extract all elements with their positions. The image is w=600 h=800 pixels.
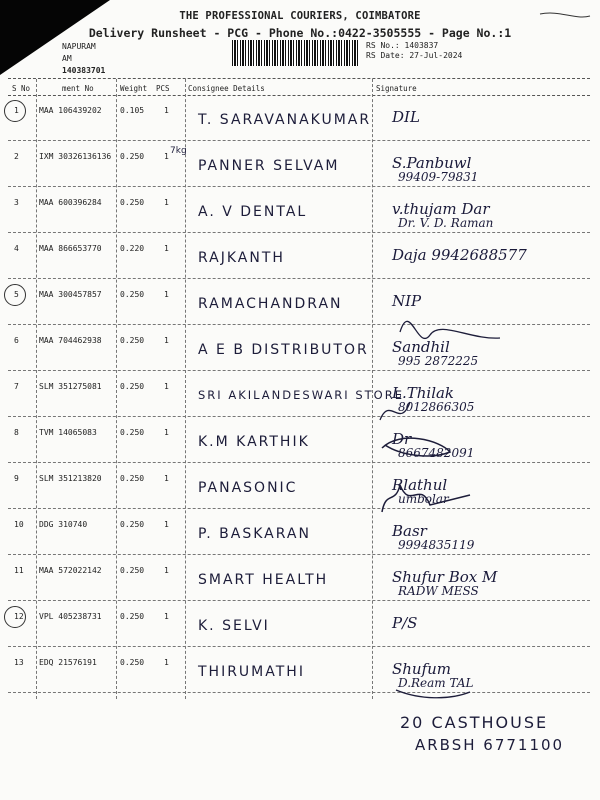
row-note: 7kg [170,146,187,156]
col-header-sno: S No [12,84,31,93]
company-name: THE PROFESSIONAL COURIERS, COIMBATORE [179,10,421,22]
row-sno: 13 [14,658,24,667]
row-awb: TVM 14065083 [39,428,97,437]
handwritten-note-1: 20 CASTHOUSE [400,713,549,732]
row-signature: DIL [392,108,420,126]
row-weight: 0.250 [120,566,145,575]
row-awb: DDG 310740 [39,520,88,529]
row-awb: MAA 572022142 [39,566,102,575]
row-weight: 0.250 [120,612,145,621]
row-sno: 2 [14,152,19,161]
row-consignee: THIRUMATHI [198,664,305,680]
row-weight: 0.105 [120,106,145,115]
row-awb: VPL 405238731 [39,612,102,621]
row-signature-extra: 995 2872225 [398,354,479,368]
row-sno: 1 [14,106,19,115]
row-signature: Dr [392,430,412,448]
col-header-signature: Signature [376,84,417,93]
row-sno: 10 [14,520,24,529]
row-signature-extra: umbolar [398,492,449,506]
row-consignee: T. SARAVANAKUMAR [198,112,372,128]
row-pcs: 1 [164,290,169,299]
rs-date: RS Date: 27-Jul-2024 [366,51,463,60]
row-pcs: 1 [164,382,169,391]
row-consignee: RAMACHANDRAN [198,296,343,312]
row-signature-extra: D.Ream TAL [398,676,474,690]
row-consignee: SRI AKILANDESWARI STORE [198,388,404,402]
branch-line-1: NAPURAM [62,42,96,51]
row-pcs: 1 [164,566,169,575]
row-pcs: 1 [164,428,169,437]
row-consignee: K.M KARTHIK [198,434,310,450]
row-weight: 0.250 [120,428,145,437]
row-consignee: RAJKANTH [198,250,285,266]
branch-line-2: AM [62,54,72,63]
row-signature-extra: RADW MESS [398,584,479,598]
row-signature-extra: Dr. V. D. Raman [398,216,494,230]
row-weight: 0.250 [120,520,145,529]
row-weight: 0.250 [120,658,145,667]
row-sno: 3 [14,198,19,207]
col-header-consignment: ment No [62,84,94,93]
row-consignee: A E B DISTRIBUTOR [198,342,369,358]
row-consignee: P. BASKARAN [198,526,311,542]
row-awb: MAA 704462938 [39,336,102,345]
row-awb: SLM 351275081 [39,382,102,391]
row-sno: 9 [14,474,19,483]
row-signature-extra: 8012866305 [398,400,475,414]
row-signature: L.Thilak [392,384,455,402]
row-signature: Sandhil [392,338,450,356]
row-weight: 0.250 [120,382,145,391]
col-header-pcs: PCS [156,84,170,93]
row-weight: 0.250 [120,336,145,345]
row-signature: Shufum [392,660,452,678]
row-signature-extra: 99409-79831 [398,170,479,184]
row-pcs: 1 [164,106,169,115]
row-consignee: SMART HEALTH [198,572,329,588]
row-awb: MAA 600396284 [39,198,102,207]
account-number: 140383701 [62,66,106,75]
row-sno: 6 [14,336,19,345]
row-consignee: K. SELVI [198,618,270,634]
row-pcs: 1 [164,198,169,207]
row-pcs: 1 [164,658,169,667]
row-sno: 12 [14,612,24,621]
runsheet-title: Delivery Runsheet - PCG - Phone No.:0422-3505555 - Page No.:1 [88,26,512,40]
row-sno: 7 [14,382,19,391]
col-header-consignee: Consignee Details [188,84,265,93]
row-signature: Basr [392,522,427,540]
row-awb: MAA 300457857 [39,290,102,299]
row-signature: Shufur Box M [392,568,498,586]
row-consignee: PANNER SELVAM [198,158,340,174]
row-weight: 0.220 [120,244,145,253]
row-pcs: 1 [164,244,169,253]
row-sno: 5 [14,290,19,299]
row-weight: 0.250 [120,198,145,207]
col-header-weight: Weight [120,84,148,93]
row-sno: 4 [14,244,19,253]
handwritten-note-2: ARBSH 6771100 [415,736,565,754]
row-pcs: 1 [164,336,169,345]
row-weight: 0.250 [120,152,145,161]
row-signature: Daja 9942688577 [392,246,527,264]
row-weight: 0.250 [120,474,145,483]
row-signature: Rlathul [392,476,448,494]
row-signature: v.thujam Dar [392,200,490,218]
row-weight: 0.250 [120,290,145,299]
row-signature: NIP [392,292,422,310]
row-signature: S.Panbuwl [392,154,472,172]
row-awb: MAA 106439202 [39,106,102,115]
row-signature-extra: 9994835119 [398,538,475,552]
row-signature-extra: 8667482091 [398,446,475,460]
row-pcs: 1 [164,152,169,161]
row-awb: IXM 30326136136 [39,152,112,161]
row-signature: P/S [392,614,418,632]
row-sno: 11 [14,566,24,575]
row-awb: SLM 351213820 [39,474,102,483]
row-consignee: PANASONIC [198,480,298,496]
row-consignee: A. V DENTAL [198,204,308,220]
row-awb: EDQ 21576191 [39,658,97,667]
row-pcs: 1 [164,520,169,529]
rs-number: RS No.: 1403837 [366,41,439,50]
row-pcs: 1 [164,612,169,621]
row-awb: MAA 866653770 [39,244,102,253]
row-pcs: 1 [164,474,169,483]
row-sno: 8 [14,428,19,437]
